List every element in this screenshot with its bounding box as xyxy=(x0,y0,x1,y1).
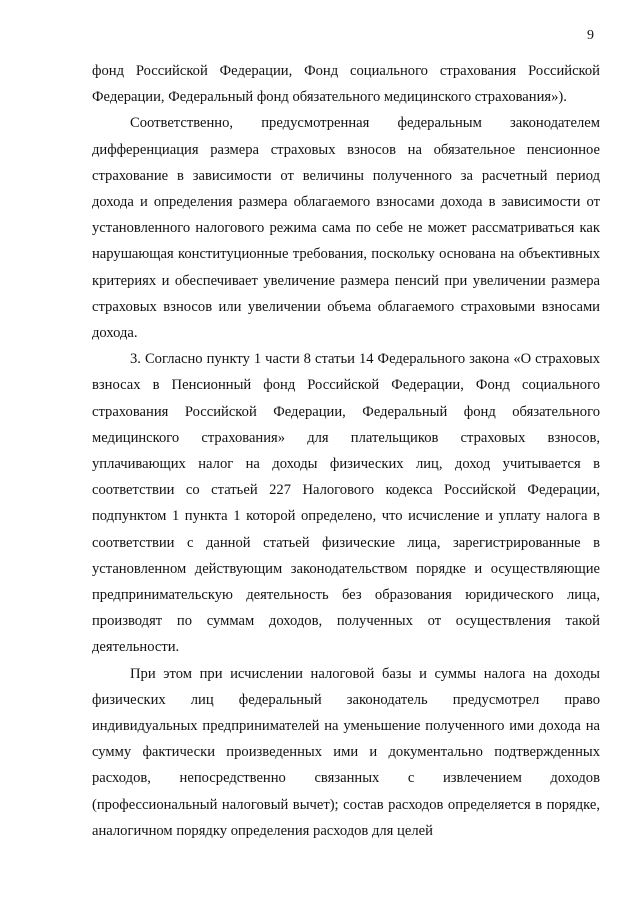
paragraph-point-3: 3. Согласно пункту 1 части 8 статьи 14 Федерального закона «О страховых взносах в Пенсионный фонд Российской Федерации, Фонд социального страхования Российской Федерации, Федеральный фонд обязательного медицинского страхования» для плательщиков страховых взносов, уплачивающих налог на доходы физических лиц, доход учитывается в соответствии со статьей 227 Налогового кодекса Российской Федерации, подпунктом 1 пункта 1 которой определено, что исчисление и уплату налога в соответствии с данной статьей физические лица, зарегистрированные в установленном действующим законодательством порядке и осуществляющие предпринимательскую деятельность без образования юридического лица, производят по суммам доходов, полученных от осуществления такой деятельности. xyxy=(92,351,600,656)
paragraph-continuation: фонд Российской Федерации, Фонд социального страхования Российской Федерации, Федеральный фонд обязательного медицинского страхования»). xyxy=(92,63,600,106)
page-number: 9 xyxy=(587,28,594,43)
paragraph-differentiation: Соответственно, предусмотренная федеральным законодателем дифференциация размера страховых взносов на обязательное пенсионное страхование в зависимости от величины полученного за расчетный период дохода и определения размера облагаемого взносами дохода в зависимости от установленного налогового режима сама по себе не может рассматриваться как нарушающая конституционные требования, поскольку основана на объективных критериях и обеспечивает увеличение размера пенсий при увеличении размера страховых взносов или увеличении объема облагаемого страховыми взносами дохода. xyxy=(92,115,600,342)
document-body xyxy=(92,58,600,844)
paragraph-tax-base: При этом при исчислении налоговой базы и суммы налога на доходы физических лиц федеральный законодатель предусмотрел право индивидуальных предпринимателей на уменьшение полученного ими дохода на сумму фактически произведенных ими и документально подтвержденных расходов, непосредственно связанных с извлечением доходов (профессиональный налоговый вычет); состав расходов определяется в порядке, аналогичном порядку определения расходов для целей xyxy=(92,665,600,839)
